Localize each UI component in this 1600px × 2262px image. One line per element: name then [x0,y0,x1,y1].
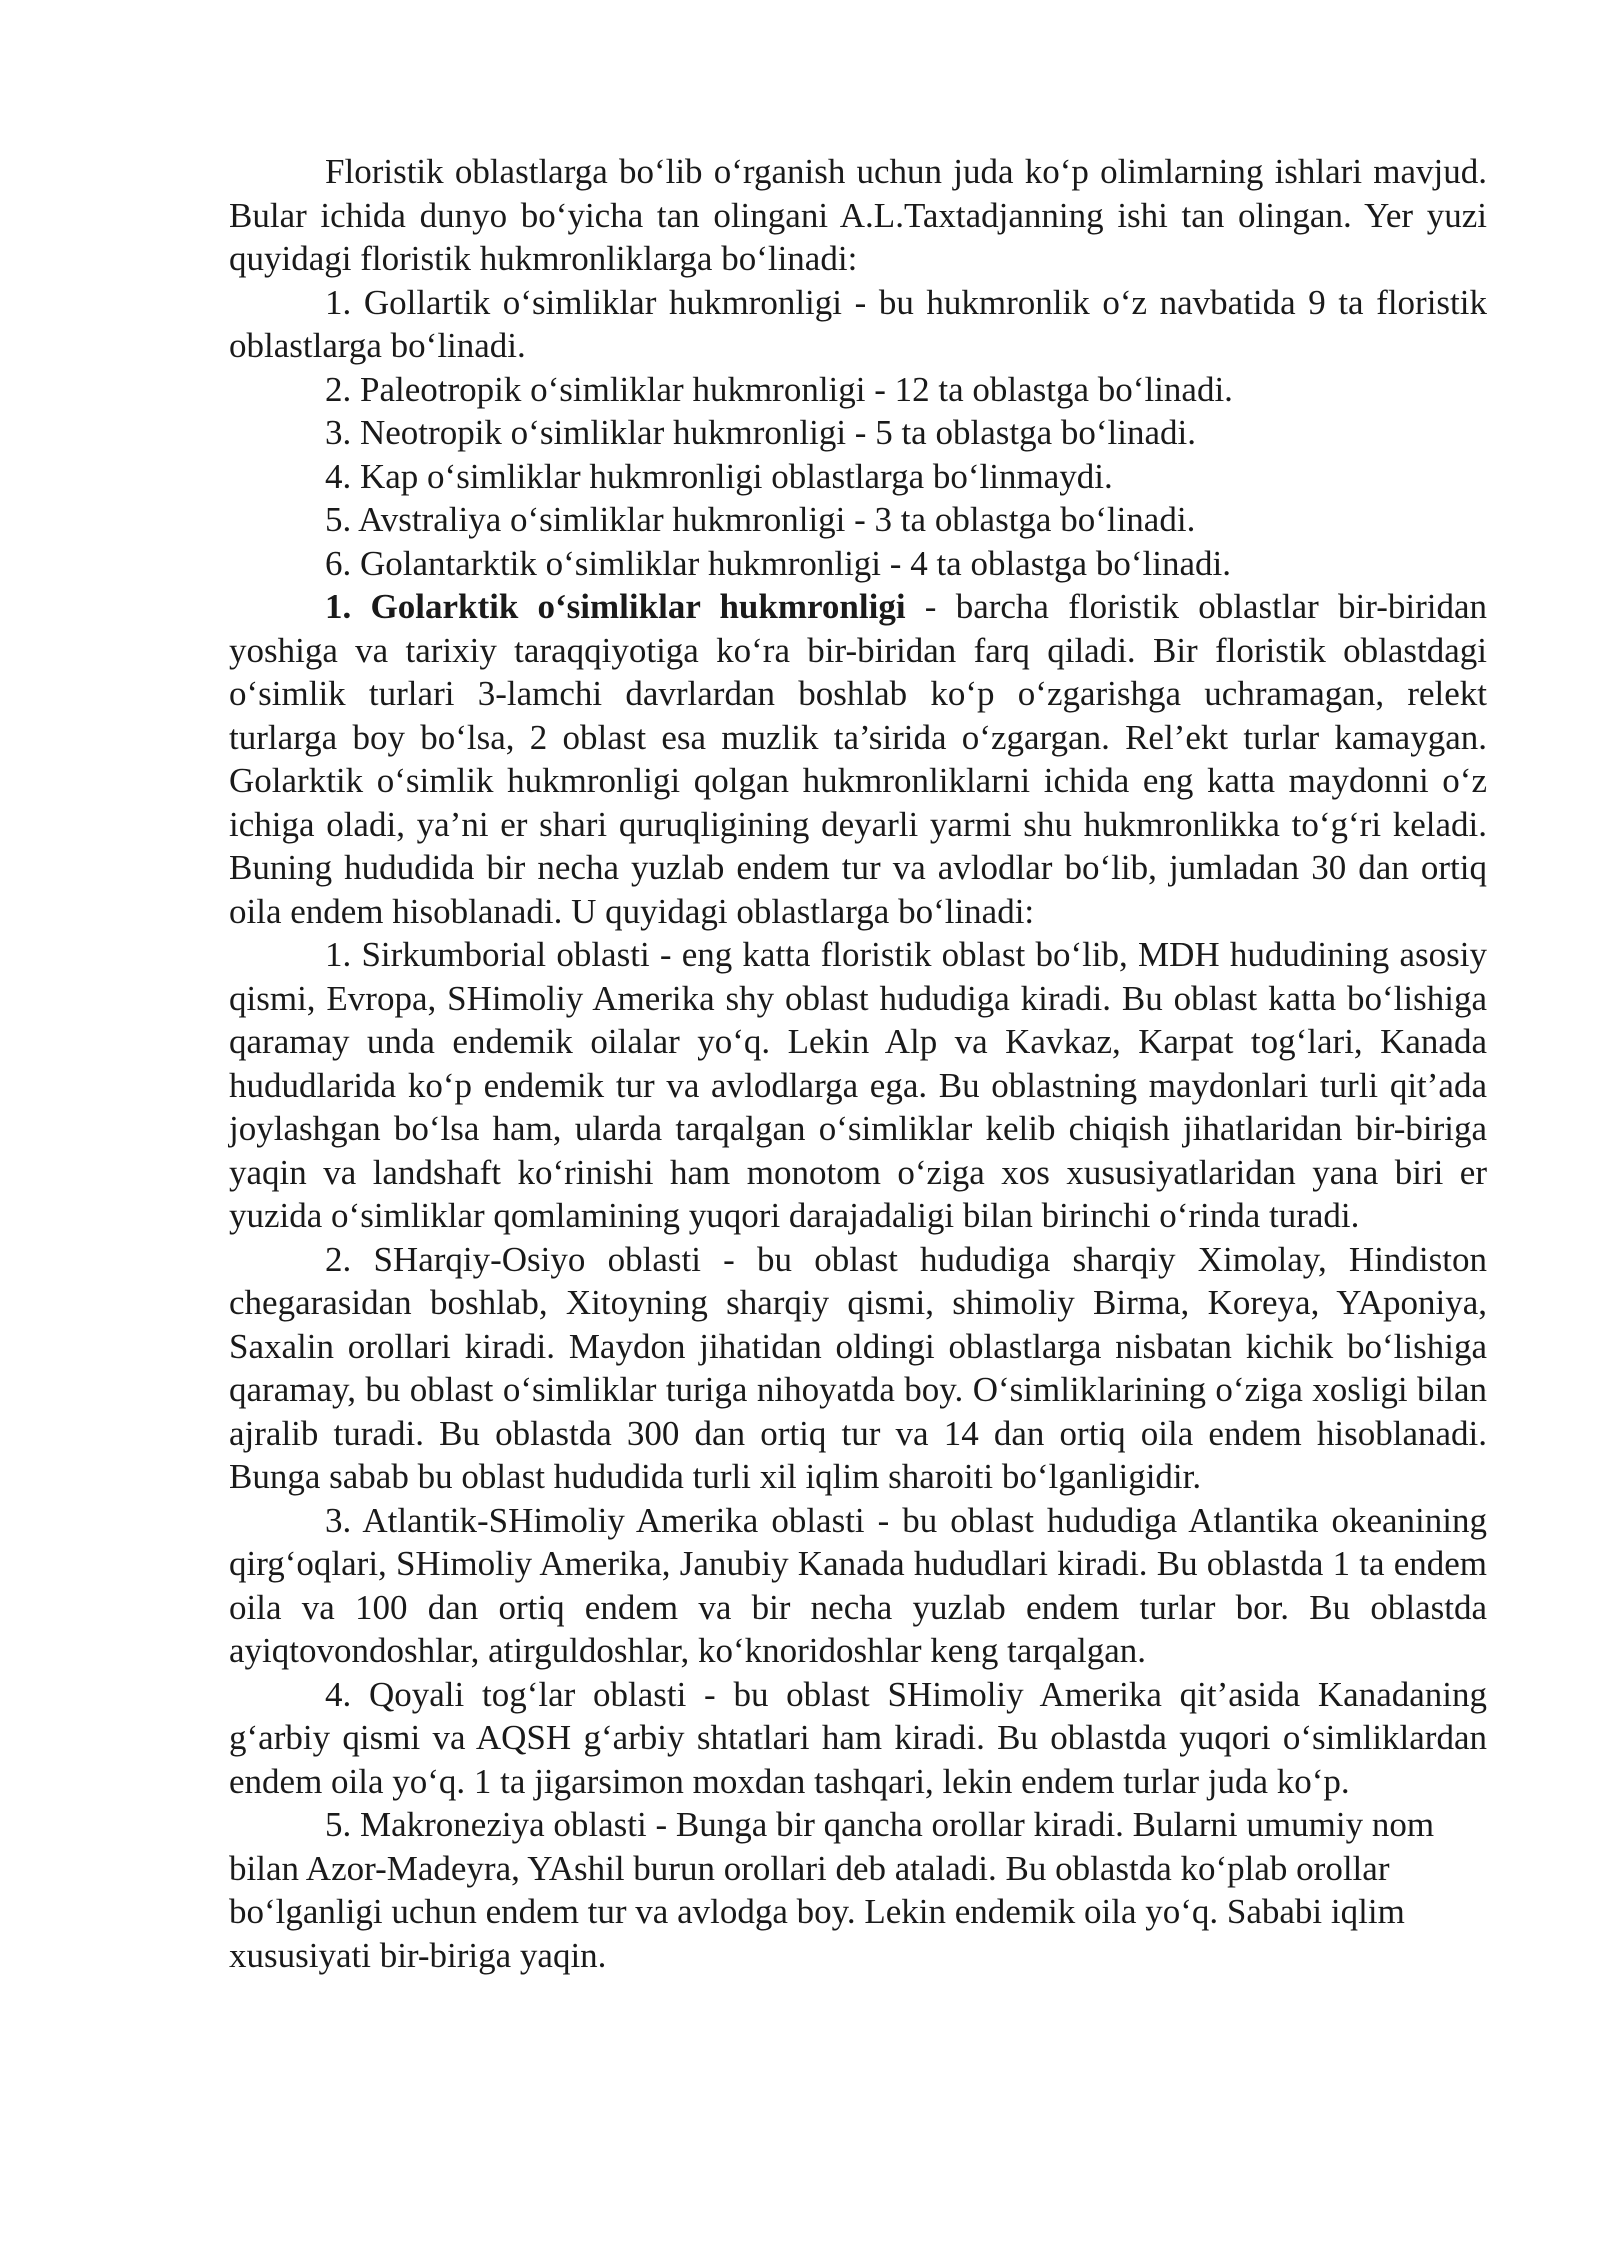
holarctic-paragraph [229,585,1487,933]
holarctic-text: - barcha floristik oblastlar bir-biridan yoshiga va tarixiy taraqqiyotiga ko‘ra bir-biridan farq qiladi. Bir floristik oblastdagi o‘simlik turlari 3-lamchi davrlardan boshlab ko‘p o‘zgarishga uchramagan, relekt turlarga boy bo‘lsa, 2 oblast esa muzlik ta’sirida o‘zgargan. Rel’ekt turlar kamaygan. Golarktik o‘simlik hukmronligi qolgan hukmronliklarni ichida eng katta maydonni o‘z ichiga oladi, ya’ni er shari quruqligining deyarli yarmi shu hukmronlikka to‘g‘ri keladi. Buning hududida bir necha yuzlab endem tur va avlodlar bo‘lib, jumladan 30 dan ortiq oila endem hisoblanadi. U quyidagi oblastlarga bo‘linadi: [229,587,1487,931]
kingdom-list [229,281,1487,586]
region-paragraph: 1. Sirkumborial oblasti - eng katta floristik oblast bo‘lib, MDH hududining asosiy qismi, Evropa, SHimoliy Amerika shy oblast hududiga kiradi. Bu oblast katta bo‘lishiga qaramay unda endemik oilalar yo‘q. Lekin Alp va Kavkaz, Karpat tog‘lari, Kanada hududlarida ko‘p endemik tur va avlodlarga ega. Bu oblastning maydonlari turli qit’ada joylashgan bo‘lsa ham, ularda tarqalgan o‘simliklar kelib chiqish jihatlaridan bir-biriga yaqin va landshaft ko‘rinishi ham monotom o‘ziga xos xususiyatlaridan yana biri er yuzida o‘simliklar qomlamining yuqori darajadaligi bilan birinchi o‘rinda turadi. [229,935,1487,1235]
kingdom-item: 2. Paleotropik o‘simliklar hukmronligi - 12 ta oblastga bo‘linadi. [325,369,1233,409]
kingdom-item: 3. Neotropik o‘simliklar hukmronligi - 5 ta oblastga bo‘linadi. [325,413,1196,452]
region-paragraph: 2. SHarqiy-Osiyo oblasti - bu oblast hududiga sharqiy Ximolay, Hindiston chegarasidan boshlab, Xitoyning sharqiy qismi, shimoliy Birma, Koreya, YAponiya, Saxalin orollari kiradi. Maydon jihatidan oldingi oblastlarga nisbatan kichik bo‘lishiga qaramay, bu oblast o‘simliklar turiga nihoyatda boy. O‘simliklarining o‘ziga xosligi bilan ajralib turadi. Bu oblastda 300 dan ortiq tur va 14 dan ortiq oila endem hisoblanadi. Bunga sabab bu oblast hududida turli xil iqlim sharoiti bo‘lganligidir. [229,1239,1487,1496]
holarctic-heading: 1. Golarktik o‘simliklar hukmronligi [325,587,906,626]
kingdom-item: 4. Kap o‘simliklar hukmronligi oblastlarga bo‘linmaydi. [325,456,1113,496]
region-paragraph: 5. Makroneziya oblasti - Bunga bir qancha orollar kiradi. Bularni umumiy nom bilan Azor-Madeyra, YAshil burun orollari deb ataladi. Bu oblastda ko‘plab orollar bo‘lganligi uchun endem tur va avlodga boy. Lekin endemik oila yo‘q. Sababi iqlim xususiyati bir-biriga yaqin. [229,1805,1435,1975]
document-page [229,150,1487,1977]
kingdom-item: 5. Avstraliya o‘simliklar hukmronligi - 3 ta oblastga bo‘linadi. [325,500,1196,539]
kingdom-item: 6. Golantarktik o‘simliklar hukmronligi - 4 ta oblastga bo‘linadi. [325,543,1231,583]
region-list [229,933,1487,1977]
kingdom-item: 1. Gollartik o‘simliklar hukmronligi - bu hukmronlik o‘z navbatida 9 ta floristik oblastlarga bo‘linadi. [229,282,1487,365]
region-paragraph: 3. Atlantik-SHimoliy Amerika oblasti - bu oblast hududiga Atlantika okeanining qirg‘oqlari, SHimoliy Amerika, Janubiy Kanada hududlari kiradi. Bu oblastda 1 ta endem oila va 100 dan ortiq endem va bir necha yuzlab endem turlar bor. Bu oblastda ayiqtovondoshlar, atirguldoshlar, ko‘knoridoshlar keng tarqalgan. [229,1500,1487,1670]
region-paragraph: 4. Qoyali tog‘lar oblasti - bu oblast SHimoliy Amerika qit’asida Kanadaning g‘arbiy qismi va AQSH g‘arbiy shtatlari ham kiradi. Bu oblastda yuqori o‘simliklardan endem oila yo‘q. 1 ta jigarsimon moxdan tashqari, lekin endem turlar juda ko‘p. [229,1674,1487,1801]
intro-paragraph: Floristik oblastlarga bo‘lib o‘rganish uchun juda ko‘p olimlarning ishlari mavjud. Bular ichida dunyo bo‘yicha tan olingani A.L.Taxtadjanning ishi tan olingan. Yer yuzi quyidagi floristik hukmronliklarga bo‘linadi: [229,152,1487,278]
